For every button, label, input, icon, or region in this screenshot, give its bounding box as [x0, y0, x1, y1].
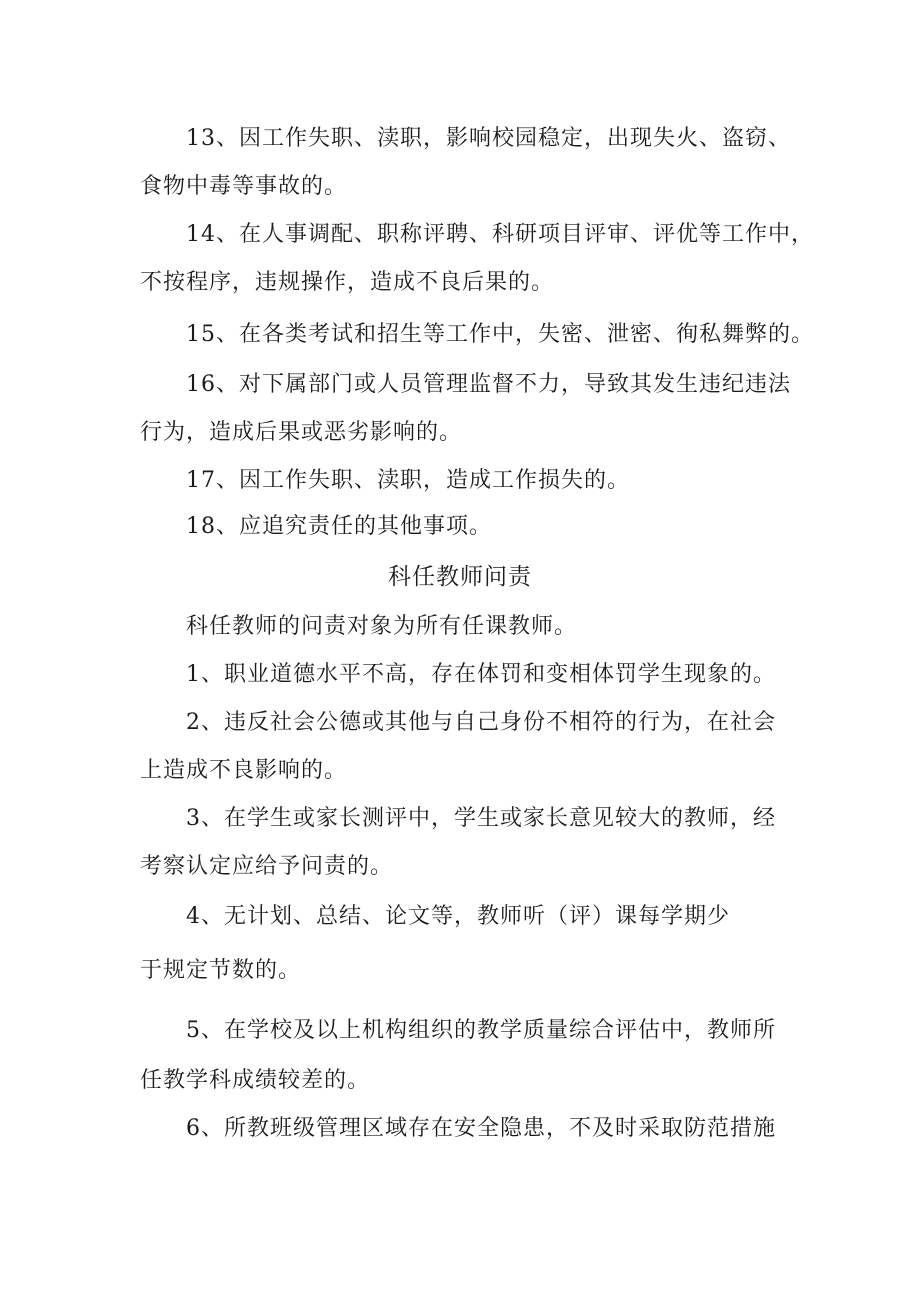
section-heading: 科任教师问责 — [388, 564, 532, 590]
item-2-line-2: 上造成不良影响的。 — [140, 758, 348, 783]
item-1-line-1: 1、职业道德水平不高，存在体罚和变相体罚学生现象的。 — [186, 662, 776, 687]
item-14-line-1: 14、在人事调配、职称评聘、科研项目评审、评优等工作中， — [186, 222, 814, 247]
intro-line: 科任教师的问责对象为所有任课教师。 — [186, 614, 578, 639]
item-13-line-2: 食物中毒等事故的。 — [140, 174, 348, 199]
item-2-line-1: 2、违反社会公德或其他与自己身份不相符的行为，在社会 — [186, 710, 776, 735]
item-16-line-2: 行为，造成后果或恶劣影响的。 — [140, 420, 463, 445]
item-4-line-2: 于规定节数的。 — [140, 958, 302, 983]
item-5-line-1: 5、在学校及以上机构组织的教学质量综合评估中，教师所 — [186, 1018, 776, 1043]
item-15-line-1: 15、在各类考试和招生等工作中，失密、泄密、徇私舞弊的。 — [186, 322, 814, 347]
item-6-line-1: 6、所教班级管理区域存在安全隐患，不及时采取防范措施 — [186, 1116, 776, 1141]
item-18-line-1: 18、应追究责任的其他事项。 — [186, 514, 492, 539]
item-17-line-1: 17、因工作失职、渎职，造成工作损失的。 — [186, 468, 630, 493]
item-5-line-2: 任教学科成绩较差的。 — [140, 1068, 371, 1093]
item-13-line-1: 13、因工作失职、渎职，影响校园稳定，出现失火、盗窃、 — [186, 126, 791, 151]
item-4-line-1: 4、无计划、总结、论文等，教师听（评）课每学期少 — [186, 904, 730, 929]
item-3-line-2: 考察认定应给予问责的。 — [140, 854, 394, 879]
item-16-line-1: 16、对下属部门或人员管理监督不力，导致其发生违纪违法 — [186, 372, 791, 397]
item-14-line-2: 不按程序，违规操作，造成不良后果的。 — [140, 270, 555, 295]
item-3-line-1: 3、在学生或家长测评中，学生或家长意见较大的教师，经 — [186, 806, 776, 831]
